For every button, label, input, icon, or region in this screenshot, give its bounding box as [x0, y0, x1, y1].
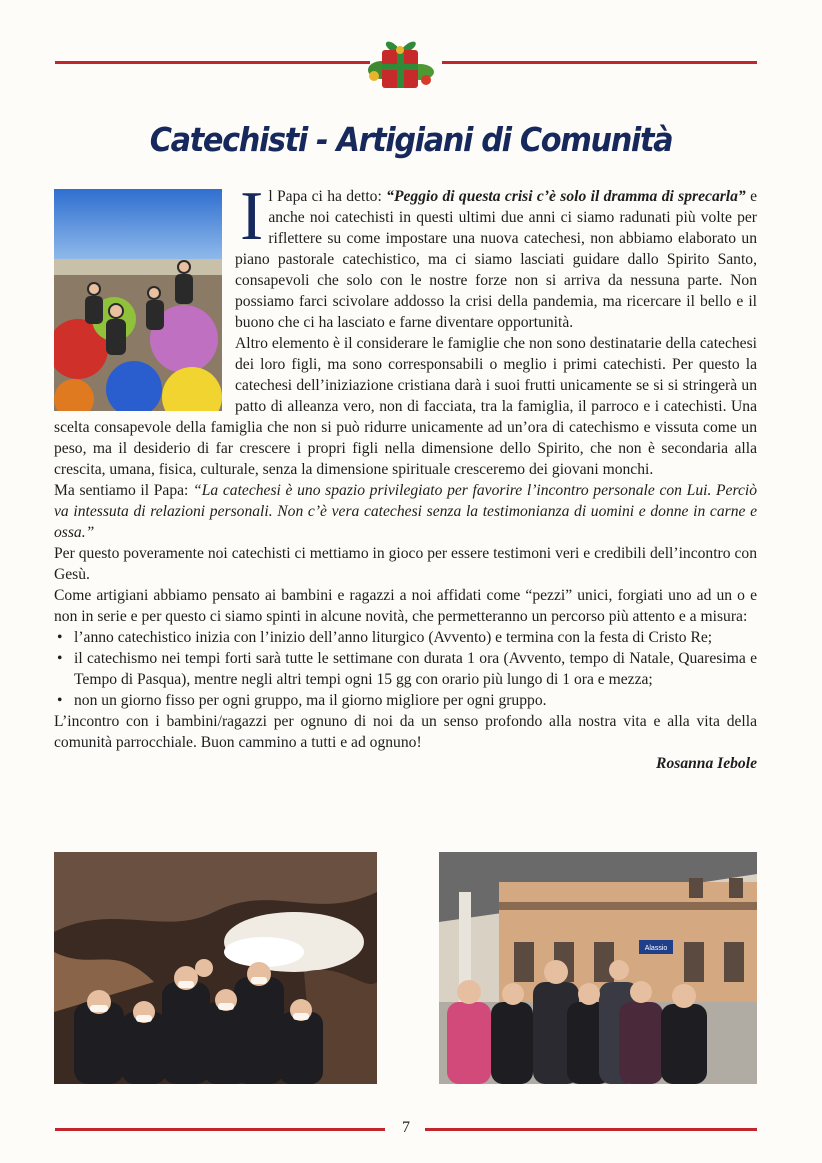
paragraph-2: Altro elemento è il considerare le famiglie che non sono destinatarie della catechesi dei loro figli, ma sono corresponsabili o meglio i primi catechisti. Per questo la catechesi dell’iniziazione cristiana darà i suoi frutti unicamente se si si stringerà un patto di alleanza vero, non di facciata, tra la famiglia, il parroco e i catechisti. Una scelta consapevole della famiglia che non si può ridurre unicamente ad un’ora di catechismo e vissuta come un peso, ma il desiderio di far crescere i propri figli nella dimensione dello Spirito, che non è secondaria alla crescita, umana, fisica, culturale, senza la dimensione spirituale cresceremo dei giovani monchi.: [54, 335, 757, 478]
station-sign: Alassio: [644, 945, 668, 952]
paragraph-1: Il Papa ci ha detto: “Peggio di questa crisi c’è solo il dramma di sprecarla” e anche noi catechisti in questi ultimi due anni ci siamo radunati più volte per riflettere su come impostare una nuova catechesi, non abbiamo elaborato un piano pastorale catechistico, ma ci siamo lasciati guidare dallo Spirito Santo, consapevoli che solo con le nostre forze non si arriva da nessuna parte. Non possiamo farci scivolare addosso la crisi della pandemia, ma ricercare il bello e il buono che ci ha lasciato e farne diventare opportunità.: [235, 178, 757, 331]
novelty-list: [54, 627, 757, 711]
pope-quote-1: “Peggio di questa crisi c’è solo il dramma di sprecarla”: [386, 188, 746, 205]
page-number: 7: [396, 1119, 416, 1137]
list-item: • l’anno catechistico inizia con l’inizio dell’anno liturgico (Avvento) e termina con la festa di Cristo Re;: [54, 627, 757, 648]
photo-group-station: [439, 852, 757, 1084]
article-body: [54, 178, 757, 774]
paragraph-6: L’incontro con i bambini/ragazzi per ognuno di noi da un senso profondo alla nostra vita e alla vita della comunità parrocchiale. Buon cammino a tutti e ad ognuno!: [54, 713, 757, 751]
paragraph-5: Come artigiani abbiamo pensato ai bambini e ragazzi a noi affidati come “pezzi” unici, forgiati uno ad un o e non in serie e per questo ci siamo spinti in alcune novità, che permetteranno un percorso più attento e a misura:: [54, 587, 757, 625]
article-title: Catechisti - Artigiani di Comunità: [149, 120, 673, 159]
author-signature: Rosanna Iebole: [656, 755, 757, 772]
paragraph-4: Per questo poveramente noi catechisti ci mettiamo in gioco per essere testimoni veri e credibili dell’incontro con Gesù.: [54, 545, 757, 583]
bottom-rule-left: [55, 1128, 385, 1131]
photo-group-cave: [54, 852, 377, 1084]
list-item: • non un giorno fisso per ogni gruppo, ma il giorno migliore per ogni gruppo.: [54, 690, 757, 711]
paragraph-3: Ma sentiamo il Papa: “La catechesi è uno spazio privilegiato per favorire l’incontro personale con Lui. Perciò va intessuta di relazioni personali. Non c’è vera catechesi senza la testimonianza di uomini e donne in carne e ossa.”: [54, 482, 757, 541]
top-rule-right: [442, 61, 757, 64]
pope-quote-2: “La catechesi è uno spazio privilegiato per favorire l’incontro personale con Lui. Perciò va intessuta di relazioni personali. Non c’è vera catechesi senza la testimonianza di uomini e donne in carne e ossa.”: [54, 482, 757, 541]
bottom-rule-right: [425, 1128, 757, 1131]
top-rule-left: [55, 61, 370, 64]
list-item: • il catechismo nei tempi forti sarà tutte le settimane con durata 1 ora (Avvento, tempo di Natale, Quaresima e Tempo di Pasqua), mentre negli altri tempi ogni 15 gg con orario più lungo di 1 ora e mezza;: [54, 648, 757, 690]
drop-cap: I: [240, 178, 264, 255]
christmas-gift-icon: [360, 28, 440, 98]
